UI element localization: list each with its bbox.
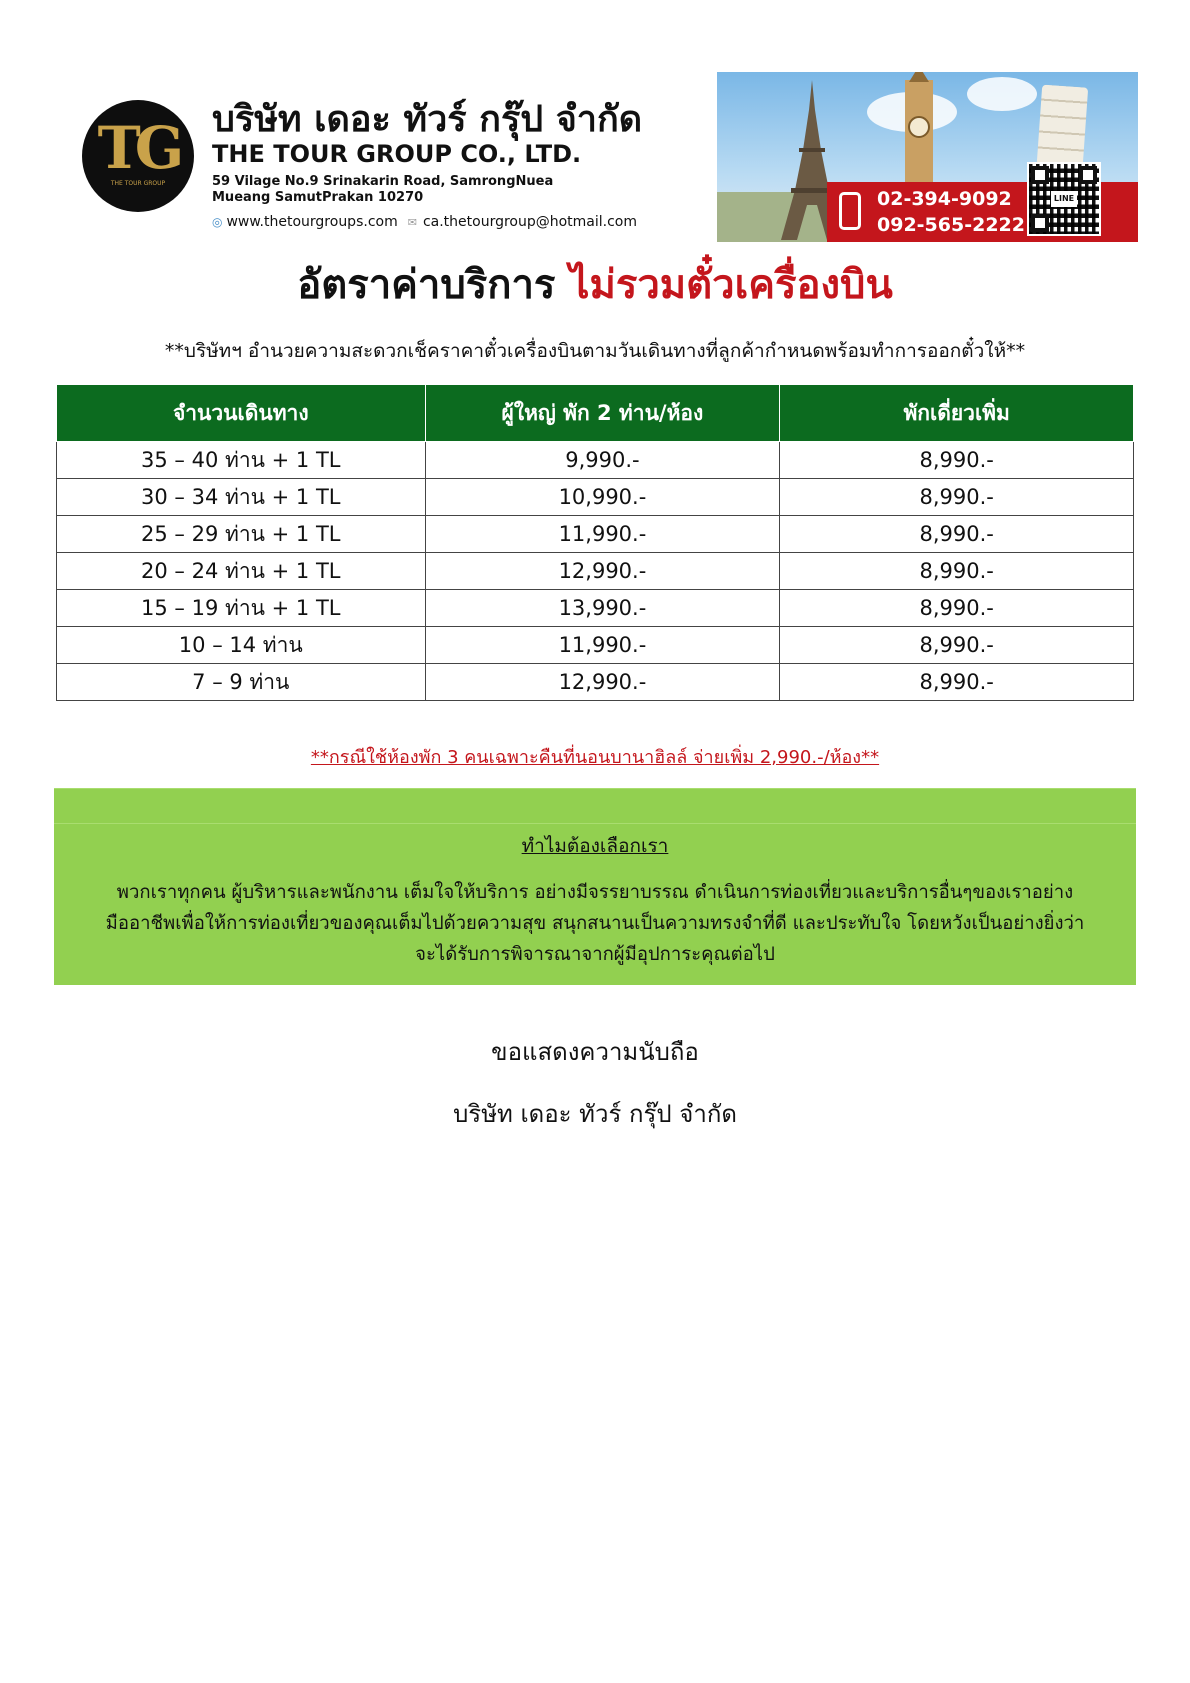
cell-adult-price: 10,990.- xyxy=(425,479,780,516)
phone-number-2[interactable]: 092-565-2222 xyxy=(877,214,1025,236)
email-link[interactable]: ca.thetourgroup@hotmail.com xyxy=(422,214,638,230)
table-row xyxy=(57,664,1134,701)
address-line-2: Mueang SamutPrakan 10270 xyxy=(212,190,424,205)
logo-tagline: THE TOUR GROUP xyxy=(110,180,166,187)
why-choose-us-body xyxy=(54,877,1136,970)
cell-single-price: 8,990.- xyxy=(780,627,1134,664)
line-qr-code[interactable] xyxy=(1027,162,1101,236)
cloud-shape xyxy=(967,77,1037,111)
cell-group-size: 30 – 34 ท่าน + 1 TL xyxy=(57,479,426,516)
cell-adult-price: 12,990.- xyxy=(425,553,780,590)
cell-adult-price: 11,990.- xyxy=(425,627,780,664)
header-adult-twin: ผู้ใหญ่ พัก 2 ท่าน/ห้อง xyxy=(425,385,780,442)
triple-room-note: **กรณีใช้ห้องพัก 3 คนเฉพาะคืนที่นอนบานาฮิลล์ จ่ายเพิ่ม 2,990.-/ห้อง** xyxy=(310,747,880,768)
cell-group-size: 20 – 24 ท่าน + 1 TL xyxy=(57,553,426,590)
title-highlight: ไม่รวมตั๋วเครื่องบิน xyxy=(569,262,893,308)
closing-regards: ขอแสดงความนับถือ xyxy=(491,1038,699,1066)
price-table xyxy=(56,384,1134,701)
header-travelers: จำนวนเดินทาง xyxy=(57,385,426,442)
company-name-english: THE TOUR GROUP CO., LTD. xyxy=(212,140,582,168)
cell-group-size: 15 – 19 ท่าน + 1 TL xyxy=(57,590,426,627)
cell-adult-price: 13,990.- xyxy=(425,590,780,627)
letterhead xyxy=(0,0,1190,250)
why-choose-us-box xyxy=(54,788,1136,985)
qr-line-label: LINE xyxy=(1051,191,1077,207)
why-body-line-2: มืออาชีพเพื่อให้การท่องเที่ยวของคุณเต็มไปด้วยความสุข สนุกสนานเป็นความทรงจำที่ดี และประทับใจ โดยหวังเป็นอย่างยิ่งว่า xyxy=(105,913,1085,934)
cell-single-price: 8,990.- xyxy=(780,479,1134,516)
company-logo xyxy=(82,100,194,212)
logo-letters: TG xyxy=(97,114,179,182)
clock-icon xyxy=(908,116,930,138)
table-row xyxy=(57,590,1134,627)
cell-single-price: 8,990.- xyxy=(780,664,1134,701)
why-choose-us-title: ทำไมต้องเลือกเรา xyxy=(521,835,669,857)
divider xyxy=(54,823,1136,824)
table-row xyxy=(57,516,1134,553)
phone-number-1[interactable]: 02-394-9092 xyxy=(877,188,1012,210)
why-body-line-1: พวกเราทุกคน ผู้บริหารและพนักงาน เต็มใจให้บริการ อย่างมีจรรยาบรรณ ดำเนินการท่องเที่ยวและบริการอื่นๆของเราอย่าง xyxy=(116,882,1074,903)
phone-icon xyxy=(839,192,861,230)
table-row xyxy=(57,553,1134,590)
cell-single-price: 8,990.- xyxy=(780,553,1134,590)
table-row xyxy=(57,627,1134,664)
cell-single-price: 8,990.- xyxy=(780,516,1134,553)
title-prefix: อัตราค่าบริการ xyxy=(297,262,570,308)
company-address xyxy=(212,174,553,206)
cell-group-size: 35 – 40 ท่าน + 1 TL xyxy=(57,442,426,479)
closing-signature: บริษัท เดอะ ทัวร์ กรุ๊ป จำกัด xyxy=(453,1100,737,1128)
ticket-note: **บริษัทฯ อำนวยความสะดวกเช็คราคาตั๋วเครื่องบินตามวันเดินทางที่ลูกค้ากำหนดพร้อมทำการออกตั๋วให้** xyxy=(164,340,1026,362)
table-row xyxy=(57,479,1134,516)
cell-group-size: 7 – 9 ท่าน xyxy=(57,664,426,701)
company-name-thai: บริษัท เดอะ ทัวร์ กรุ๊ป จำกัด xyxy=(212,99,643,140)
cell-single-price: 8,990.- xyxy=(780,590,1134,627)
page-title xyxy=(0,252,1190,316)
cell-group-size: 10 – 14 ท่าน xyxy=(57,627,426,664)
cell-single-price: 8,990.- xyxy=(780,442,1134,479)
address-line-1: 59 Vilage No.9 Srinakarin Road, SamrongNuea xyxy=(212,174,554,189)
cell-adult-price: 9,990.- xyxy=(425,442,780,479)
landmarks-banner xyxy=(717,72,1138,242)
header-single-supplement: พักเดี่ยวเพิ่ม xyxy=(780,385,1134,442)
company-web-contact xyxy=(212,214,637,230)
price-table-header xyxy=(57,385,1134,442)
cell-adult-price: 11,990.- xyxy=(425,516,780,553)
cell-adult-price: 12,990.- xyxy=(425,664,780,701)
table-row xyxy=(57,442,1134,479)
cell-group-size: 25 – 29 ท่าน + 1 TL xyxy=(57,516,426,553)
mail-icon: ✉ xyxy=(407,216,417,229)
website-link[interactable]: www.thetourgroups.com xyxy=(226,214,398,230)
globe-icon: ◎ xyxy=(212,215,223,229)
why-body-line-3: จะได้รับการพิจารณาจากผู้มีอุปการะคุณต่อไป xyxy=(415,944,775,965)
